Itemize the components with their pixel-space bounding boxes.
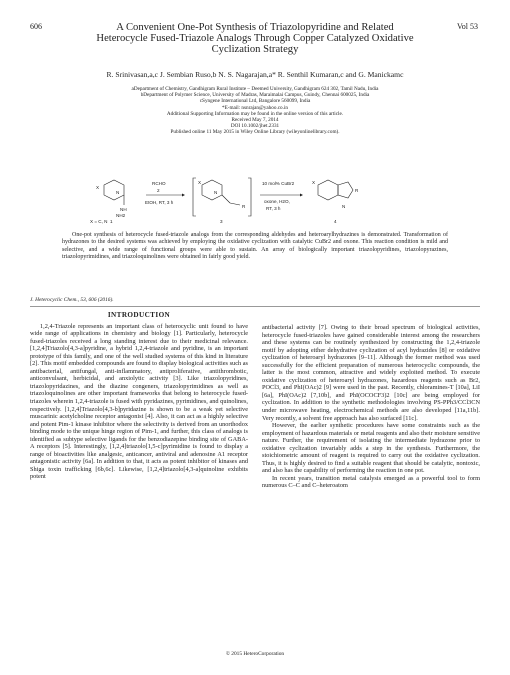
abstract: One-pot synthesis of heterocycle fused-triazole analogs from the corresponding aldehydes and heteroarylhydrazines is demonstrated. Transformation of hydrazones to the desired systems was achieved by employing the oxidative cyclization with catalytic CuBr2 and oxone. This reaction condition is mild and selective, and a wide range of functional groups were able to sustain. An array of biologically important triazolopyridines, triazolopyrazines, triazolopyrimidines, and triazoloquinolines were obtained in fairly good yield.	[62, 232, 448, 260]
atom-n: N	[116, 190, 120, 195]
paragraph: antibacterial activity [7]. Owing to their broad spectrum of biological activities, heterocycle fused-triazoles have gained considerable interest among the researchers and these systems can be routinely synthesized by constructing the 1,2,4-triazole motif by adopting either dehydrative cyclization of acyl hydrazides [8] or oxidative cyclization of heteroaryl hydrazones [9–11]. Although the former method was used successfully for the efficient preparation of numerous heterocyclic compounds, the latter is the most common, attractive and widely exploited method. To execute oxidative cyclization of heteroaryl hydrazones, hazardous reagents such as Br2, POCl3, and PhI(OAc)2 [9] were used in the past. Recently, chloramines-T [10a], LiI [6a], PhI(OAc)2 [7,10b], and PhI(OCOCF3)2 [10c] are being employed for cyclization. In addition to the synthetic methodologies involving PS-PPh3/CCl3CN under microwave heating, electrochemical methods are also developed [11a,11b]. Very recently, a solvent free approach has also surfaced [11c].	[262, 324, 480, 422]
atom-r: R	[242, 204, 246, 209]
conditions-step-1: EtOH, RT, 3 h	[145, 200, 174, 205]
section-divider	[30, 306, 480, 307]
left-column	[30, 312, 248, 481]
affiliation-line: cSyngene International Ltd, Bangalore 560099, India	[199, 98, 311, 105]
affiliation-line: aDepartment of Chemistry, Gandhigram Rural Institute – Deemed University, Gandhigram 624 302, Tamil Nadu, India	[131, 86, 379, 92]
published-line: Published online 11 May 2015 in Wiley Online Library (wileyonlinelibrary.com).	[170, 129, 340, 136]
atom-n: N	[214, 190, 218, 195]
atom-nh: NH	[120, 207, 127, 212]
email-line: *E-mail: nsnrajan@yahoo.co.in	[221, 104, 288, 111]
compound-1-structure	[104, 180, 124, 205]
compound-label-1: 1	[110, 219, 113, 224]
doi-line: DOI 10.1002/jhet.2331	[230, 123, 280, 130]
conditions-step-2b: RT, 3 h	[266, 206, 281, 211]
atom-x: X	[312, 180, 316, 185]
atom-x: X	[198, 180, 202, 185]
arrowhead-1	[182, 194, 185, 197]
x-definition: X = C, N	[90, 219, 108, 224]
affiliation-line: bDepartment of Polymer Science, University of Madras, Maraimalai Campus, Guindy, Chennai 600025, India	[140, 92, 370, 99]
journal-citation: J. Heterocyclic Chem., 53, 606 (2016).	[30, 297, 114, 303]
section-heading-introduction: INTRODUCTION	[107, 311, 171, 319]
atom-n: N	[342, 204, 346, 209]
reagent-equiv: 2	[157, 188, 160, 193]
paragraph: In recent years, transition metal catalysis emerged as a powerful tool to form numerous C–C and C–heteroatom	[262, 474, 480, 490]
reagent-aldehyde: RCHO	[152, 181, 166, 186]
atom-r: R	[355, 188, 359, 193]
arrowhead-2	[300, 194, 303, 197]
atom-nh2: NH2	[116, 213, 126, 218]
article-title: A Convenient One-Pot Synthesis of Triazolopyridine and Related Heterocycle Fused-Triazole Analogs Through Copper Catalyzed Oxidative Cyclization Strategy	[96, 22, 414, 55]
reaction-scheme	[90, 175, 410, 225]
copyright-footer: © 2015 HeteroCorporation	[225, 651, 285, 657]
reagent-catalyst: 10 mol% CuBr2	[262, 181, 295, 186]
atom-x: X	[96, 185, 100, 190]
compound-label-4: 4	[334, 219, 337, 224]
author-list: R. Srinivasan,a,c J. Sembian Ruso,b N. S. Nagarajan,a* R. Senthil Kumaran,c and G. Manickamc	[106, 70, 404, 79]
supporting-info-line: Additional Supporting Information may be found in the online version of this article.	[166, 110, 344, 117]
page-number: 606	[30, 22, 42, 31]
compound-4-structure	[318, 180, 353, 200]
compound-3-structure	[193, 178, 251, 216]
paragraph: 1,2,4-Triazole represents an important class of heterocyclic unit found to have wide range of applications in chemistry and biology [1]. Particularly, heterocycle fused-triazoles received a long standing interest due to their medicinal relevance. [1,2,4]Triazolo[4,3-a]pyridine, a hybrid 1,2,4-triazole and pyridine, is an important prototype of this family, and one of the well studied systems of this kind in literature [2]. This motif embedded compounds are found to display biological activities such as antibacterial, antifungal, anti-inflammatory, antiproliferative, antithrombotic, anticonvulsant, herbicidal, and anxiolytic activity [3]. Like triazolopyridines, triazolopyridazines, and the diazine congeners, triazolopyrimidines as well as triazoloquinolines are other important frameworks that belong to heterocycle fused-triazoles wherein 1,2,4-triazole is fused with pyridazines, pyrimidines, and quinolines, respectively. [1,2,4]Triazolo[4,3-b]pyridazine is shown to be a weak yet selective muscarinic acetylcholine receptor antagonist [4]. Also, it can act as a highly selective and potent Pim-1 kinase inhibitor where the selectivity is derived from an unorthodox binding mode to the unique hinge region of Pim-1, and further, this class of analogs is identified as subtype selective ligands for the benzodiazepine binding site of GABA-A receptors [5]. Interestingly, [1,2,4]triazolo[1,5-c]pyrimidine is found to display a range of bioactivities like analgesic, anticancer, antiviral and adenosine A1 receptor antagonistic activity [6a]. In addition to that, it acts as potent inhibitor of kinases and Shiga toxin trafficking [6b,6c]. Likewise, [1,2,4]triazolo[4,3-a]quinoline exhibits potent	[30, 322, 248, 481]
compound-label-3: 3	[220, 219, 223, 224]
conditions-step-2a: oxone, H2O,	[264, 199, 290, 204]
paragraph: However, the earlier synthetic procedures have some constraints such as the employment of hazardous materials or metal reagents and also their moisture sensitive nature. Further, the requirement of isolating the intermediate hydrazone prior to oxidative cyclization invariably adds a step in the synthesis. Furthermore, the stoichiometric amount of reagent is required to carry out the oxidative cyclization. Thus, it is highly desired to find a suitable reagent that should be catalytic, nontoxic, and also has the capability of performing the reaction in one pot.	[262, 422, 480, 475]
volume-label: Vol 53	[457, 22, 478, 31]
received-date: Received May 7, 2014	[231, 117, 279, 124]
right-column	[262, 324, 480, 490]
affiliations	[30, 86, 480, 136]
